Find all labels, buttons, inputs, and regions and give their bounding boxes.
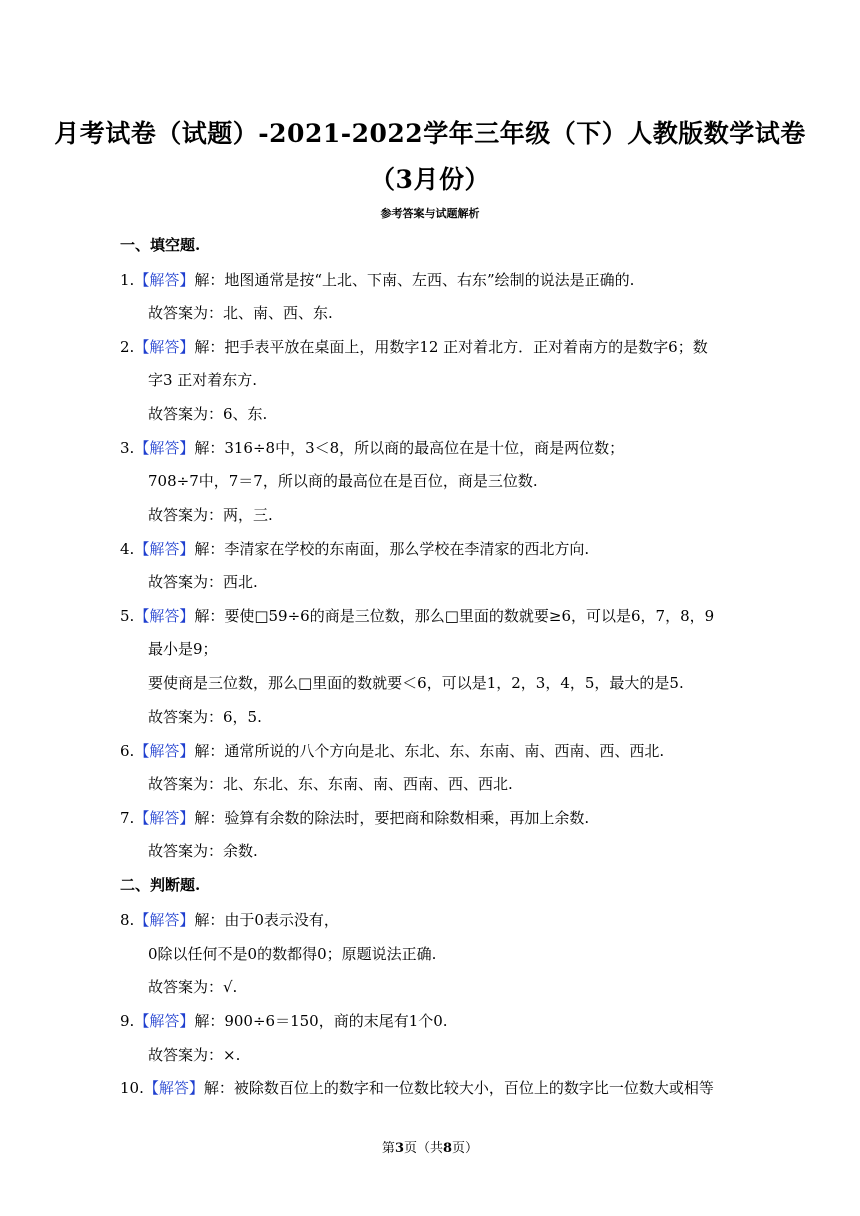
answer-tag: 【解答】 bbox=[134, 540, 195, 558]
question-text: 解：316÷8中，3＜8，所以商的最高位在是十位，商是两位数； bbox=[194, 439, 625, 457]
question-text: 解：地图通常是按“上北、下南、左西、右东”绘制的说法是正确的. bbox=[194, 271, 635, 289]
question-3 bbox=[120, 438, 624, 458]
question-number: 8. bbox=[120, 911, 135, 929]
question-number: 1. bbox=[120, 271, 135, 289]
question-number: 4. bbox=[120, 540, 135, 558]
question-number: 3. bbox=[120, 439, 135, 457]
question-text: 解：通常所说的八个方向是北、东北、东、东南、南、西南、西、西北. bbox=[194, 742, 665, 760]
answer-tag: 【解答】 bbox=[134, 439, 195, 457]
answer-line: 故答案为：北、南、西、东. bbox=[148, 304, 333, 322]
section-heading-fill-in: 一、填空题. bbox=[120, 236, 201, 254]
answer-line: 故答案为：两，三. bbox=[148, 506, 273, 524]
question-text-cont: 要使商是三位数，那么□里面的数就要＜6，可以是1，2，3，4，5，最大的是5. bbox=[148, 674, 684, 692]
answer-tag: 【解答】 bbox=[134, 742, 195, 760]
question-text-cont: 708÷7中，7＝7，所以商的最高位在是百位，商是三位数. bbox=[148, 472, 538, 490]
answer-line: 故答案为：6、东. bbox=[148, 405, 268, 423]
answer-line: 故答案为：√. bbox=[148, 978, 238, 996]
section-heading-judge: 二、判断题. bbox=[120, 876, 201, 894]
question-text: 解：900÷6＝150，商的末尾有1个0. bbox=[194, 1012, 448, 1030]
question-text: 解：被除数百位上的数字和一位数比较大小，百位上的数字比一位数大或相等 bbox=[203, 1079, 714, 1097]
question-text: 解：李清家在学校的东南面，那么学校在李清家的西北方向. bbox=[194, 540, 590, 558]
question-number: 2. bbox=[120, 338, 135, 356]
footer-middle: 页（共 bbox=[403, 1141, 443, 1156]
answer-tag: 【解答】 bbox=[134, 338, 195, 356]
answer-line: 故答案为：北、东北、东、东南、南、西南、西、西北. bbox=[148, 775, 513, 793]
question-text: 解：验算有余数的除法时，要把商和除数相乘，再加上余数. bbox=[194, 809, 590, 827]
question-4 bbox=[120, 539, 589, 559]
answer-tag: 【解答】 bbox=[134, 607, 195, 625]
question-8 bbox=[120, 910, 339, 930]
page-title-month: （3月份） bbox=[370, 165, 490, 194]
question-number: 6. bbox=[120, 742, 135, 760]
footer-prefix: 第 bbox=[381, 1141, 395, 1156]
question-6 bbox=[120, 741, 664, 761]
answer-line: 故答案为：×. bbox=[148, 1046, 241, 1064]
question-number: 10. bbox=[120, 1079, 144, 1097]
answer-line: 故答案为：6，5. bbox=[148, 708, 262, 726]
page-subtitle: 参考答案与试题解析 bbox=[380, 207, 480, 220]
question-10 bbox=[120, 1078, 714, 1098]
footer-total-pages: 8 bbox=[443, 1141, 453, 1156]
question-9 bbox=[120, 1011, 448, 1031]
page-footer bbox=[0, 1137, 860, 1156]
answer-tag: 【解答】 bbox=[143, 1079, 204, 1097]
question-text-cont: 最小是9； bbox=[148, 640, 218, 658]
answer-tag: 【解答】 bbox=[134, 911, 195, 929]
question-number: 7. bbox=[120, 809, 135, 827]
question-text: 解：要使□59÷6的商是三位数，那么□里面的数就要≥6，可以是6，7，8，9 bbox=[194, 607, 715, 625]
answer-tag: 【解答】 bbox=[134, 809, 195, 827]
question-2 bbox=[120, 337, 708, 357]
footer-suffix: 页） bbox=[452, 1141, 479, 1156]
question-text-cont: 0除以任何不是0的数都得0；原题说法正确. bbox=[148, 945, 437, 963]
question-number: 9. bbox=[120, 1012, 135, 1030]
footer-page-number: 3 bbox=[394, 1141, 404, 1156]
question-number: 5. bbox=[120, 607, 135, 625]
answer-tag: 【解答】 bbox=[134, 1012, 195, 1030]
answer-line: 故答案为：西北. bbox=[148, 573, 258, 591]
question-7 bbox=[120, 808, 589, 828]
question-text-cont: 字3 正对着东方. bbox=[148, 371, 258, 389]
page-title: 月考试卷（试题）-2021-2022学年三年级（下）人教版数学试卷 bbox=[54, 119, 806, 148]
question-5 bbox=[120, 606, 714, 626]
question-text: 解：由于0表示没有， bbox=[194, 911, 339, 929]
question-text: 解：把手表平放在桌面上，用数字12 正对着北方．正对着南方的是数字6；数 bbox=[194, 338, 708, 356]
question-1 bbox=[120, 270, 634, 290]
answer-tag: 【解答】 bbox=[134, 271, 195, 289]
answer-line: 故答案为：余数. bbox=[148, 842, 258, 860]
